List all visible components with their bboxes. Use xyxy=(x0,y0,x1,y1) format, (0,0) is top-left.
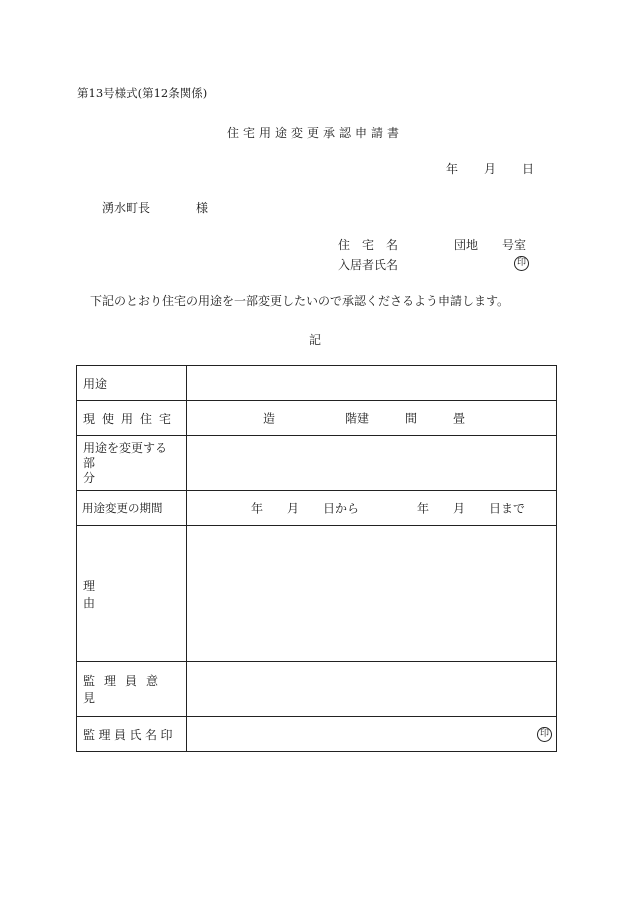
period-to-year: 年 xyxy=(417,501,430,516)
date-day-label: 日 xyxy=(522,162,535,176)
period-label-cell xyxy=(77,491,187,526)
purpose-label-cell xyxy=(77,366,187,401)
supervisor-name-input[interactable] xyxy=(187,717,557,752)
row-supervisor-name xyxy=(77,717,557,752)
date-line xyxy=(446,160,534,177)
supervisor-name-label: 監理員氏名印 xyxy=(83,727,177,742)
changed-part-label-line1: 用途を変更する xyxy=(83,440,168,455)
current-house-input[interactable] xyxy=(187,401,557,436)
application-form-table xyxy=(76,365,557,752)
danchi-label: 団地 xyxy=(454,238,479,252)
supervisor-opinion-input[interactable] xyxy=(187,662,557,717)
resident-name-label: 入居者氏名 xyxy=(338,258,399,272)
period-label: 用途変更の期間 xyxy=(82,501,163,515)
period-to-month: 月 xyxy=(453,501,466,516)
form-number: 第13号様式(第12条関係) xyxy=(77,86,208,100)
applicant-house-line xyxy=(338,236,527,253)
row-purpose xyxy=(77,366,557,401)
structure-label: 造 xyxy=(263,411,276,426)
row-current-house xyxy=(77,401,557,436)
purpose-input[interactable] xyxy=(187,366,557,401)
purpose-label xyxy=(83,375,180,392)
addressee-name: 湧水町長 xyxy=(102,201,151,215)
document-title: 住宅用途変更承認申請書 xyxy=(226,126,403,140)
period-from-month: 月 xyxy=(287,501,300,516)
current-house-label-text: 現使用住宅 xyxy=(83,411,179,426)
ki-heading: 記 xyxy=(308,333,321,347)
rooms-label: 間 xyxy=(405,411,418,426)
row-reason xyxy=(77,526,557,662)
period-from-year: 年 xyxy=(251,501,264,516)
period-from-day: 日から xyxy=(323,501,360,516)
date-month-label: 月 xyxy=(484,162,497,176)
addressee xyxy=(102,199,208,216)
reason-input[interactable] xyxy=(187,526,557,662)
changed-part-label-cell xyxy=(77,436,187,491)
period-input[interactable] xyxy=(187,491,557,526)
changed-part-input[interactable] xyxy=(187,436,557,491)
applicant-seal-icon: 印 xyxy=(514,256,529,271)
supervisor-name-label-cell xyxy=(77,717,187,752)
supervisor-opinion-label: 監理員意見 xyxy=(83,674,168,705)
row-period xyxy=(77,491,557,526)
reason-label-cell xyxy=(77,526,187,662)
room-label: 号室 xyxy=(502,238,527,252)
current-house-label-cell xyxy=(77,401,187,436)
tatami-label: 畳 xyxy=(453,411,466,426)
current-house-label xyxy=(83,410,180,427)
request-text: 下記のとおり住宅の用途を一部変更したいので承認くださるよう申請します。 xyxy=(90,294,510,308)
row-changed-part xyxy=(77,436,557,491)
floors-label: 階建 xyxy=(345,411,370,426)
period-to-day: 日まで xyxy=(489,501,526,516)
reason-label: 理由 xyxy=(83,578,164,610)
changed-part-label-line2: 部分 xyxy=(83,455,156,485)
supervisor-seal-icon: 印 xyxy=(537,727,552,742)
supervisor-opinion-label-cell xyxy=(77,662,187,717)
applicant-name-line xyxy=(338,256,398,273)
purpose-label-text: 用途 xyxy=(83,376,108,391)
addressee-honorific: 様 xyxy=(196,201,209,215)
house-name-label: 住 宅 名 xyxy=(338,238,399,252)
row-supervisor-opinion xyxy=(77,662,557,717)
date-year-label: 年 xyxy=(446,162,459,176)
